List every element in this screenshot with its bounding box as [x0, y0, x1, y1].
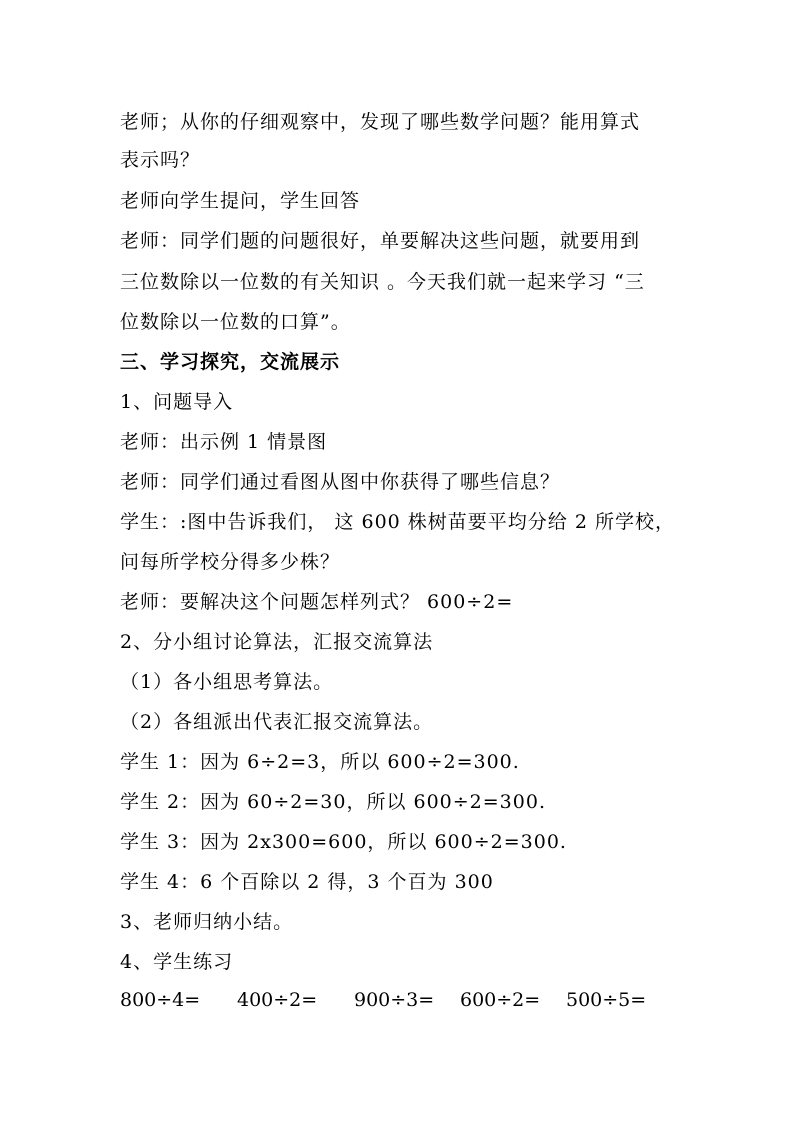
exercise-item: 900÷3= — [354, 989, 435, 1011]
exercise-item: 600÷2= — [460, 989, 541, 1011]
exercise-row — [120, 988, 700, 1012]
paragraph-line: 老师：同学们题的问题很好，单要解决这些问题，就要用到 — [120, 230, 641, 252]
paragraph-line: 老师向学生提问，学生回答 — [120, 190, 361, 212]
exercise-item: 500÷5= — [566, 989, 647, 1011]
list-item: （2）各组派出代表汇报交流算法。 — [120, 711, 434, 733]
paragraph-line: 位数除以一位数的口算”。 — [120, 311, 351, 333]
paragraph-line: 三位数除以一位数的有关知识 。今天我们就一起来学习 “三 — [120, 271, 645, 293]
paragraph-line: 老师：要解决这个问题怎样列式？ 600÷2= — [120, 591, 514, 613]
section-heading: 三、学习探究，交流展示 — [120, 351, 341, 373]
exercise-item: 400÷2= — [237, 989, 318, 1011]
paragraph-line: 表示吗？ — [120, 149, 201, 171]
student-answer: 学生 2：因为 60÷2=30，所以 600÷2=300. — [120, 791, 546, 813]
paragraph-line: 老师；从你的仔细观察中，发现了哪些数学问题？能用算式 — [120, 111, 641, 133]
subsection-heading: 2、分小组讨论算法，汇报交流算法 — [120, 631, 434, 653]
list-item: （1）各小组思考算法。 — [120, 671, 334, 693]
subsection-heading: 1、问题导入 — [120, 391, 234, 413]
paragraph-line: 学生：:图中告诉我们， 这 600 株树苗要平均分给 2 所学校， — [120, 511, 675, 533]
paragraph-line: 老师：同学们通过看图从图中你获得了哪些信息？ — [120, 471, 561, 493]
subsection-heading: 4、学生练习 — [120, 951, 234, 973]
subsection-heading: 3、老师归纳小结。 — [120, 911, 294, 933]
exercise-item: 800÷4= — [120, 989, 201, 1011]
student-answer: 学生 4：6 个百除以 2 得，3 个百为 300 — [120, 871, 494, 893]
paragraph-line: 问每所学校分得多少株？ — [120, 551, 341, 573]
paragraph-line: 老师：出示例 1 情景图 — [120, 431, 328, 453]
student-answer: 学生 1：因为 6÷2=3，所以 600÷2=300. — [120, 751, 520, 773]
student-answer: 学生 3：因为 2x300=600，所以 600÷2=300. — [120, 831, 567, 853]
